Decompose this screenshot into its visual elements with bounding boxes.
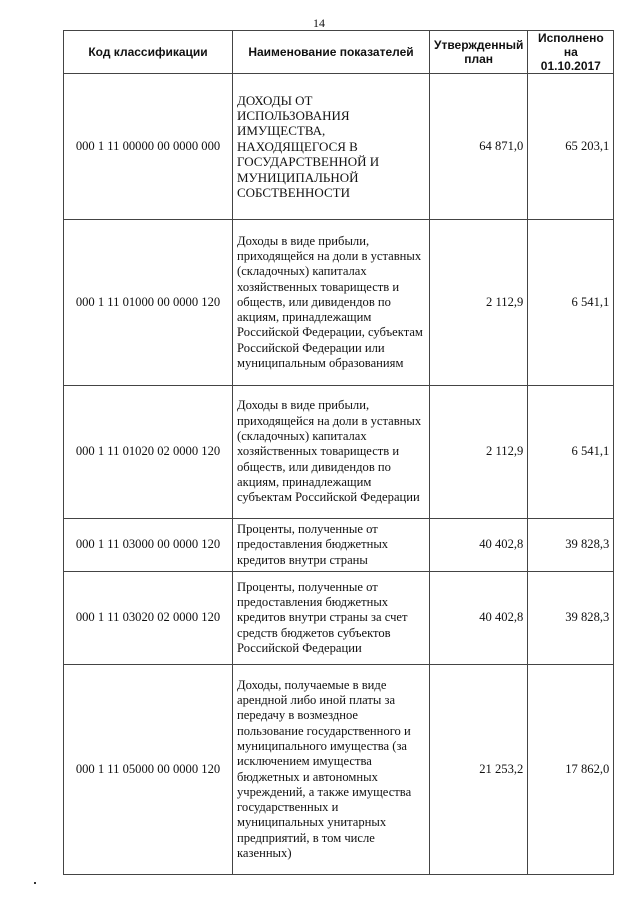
table-header-row xyxy=(64,31,614,74)
row-name: Доходы в виде прибыли, приходящейся на доли в уставных (складочных) капиталах хозяйственных товариществ и обществ, или дивидендов по акциям, принадлежащим Российской Федерации, субъектам Российской Федерации или муниципальным образованиям xyxy=(233,220,430,386)
row-plan: 64 871,0 xyxy=(430,74,528,220)
row-done: 65 203,1 xyxy=(528,74,614,220)
row-plan: 2 112,9 xyxy=(430,386,528,519)
row-done: 6 541,1 xyxy=(528,386,614,519)
table-row xyxy=(64,519,614,572)
row-code: 000 1 11 05000 00 0000 120 xyxy=(64,665,233,875)
header-code: Код классификации xyxy=(64,31,233,74)
page-number: 14 xyxy=(313,16,325,30)
row-code: 000 1 11 00000 00 0000 000 xyxy=(64,74,233,220)
table-row xyxy=(64,665,614,875)
budget-table xyxy=(63,30,614,875)
table-row xyxy=(64,220,614,386)
row-code: 000 1 11 03020 02 0000 120 xyxy=(64,572,233,665)
row-plan: 40 402,8 xyxy=(430,519,528,572)
table-row xyxy=(64,386,614,519)
row-done: 17 862,0 xyxy=(528,665,614,875)
header-name: Наименование показателей xyxy=(233,31,430,74)
row-name: Доходы, получаемые в виде арендной либо иной платы за передачу в возмездное пользование государственного и муниципального имущества (за исключением имущества бюджетных и автономных учреждений, а также имущества государственных и муниципальных унитарных предприятий, в том числе казенных) xyxy=(233,665,430,875)
row-name: Доходы в виде прибыли, приходящейся на доли в уставных (складочных) капиталах хозяйственных товариществ и обществ, или дивидендов по акциям, принадлежащим субъектам Российской Федерации xyxy=(233,386,430,519)
row-name: Проценты, полученные от предоставления бюджетных кредитов внутри страны за счет средств бюджетов субъектов Российской Федерации xyxy=(233,572,430,665)
table-row xyxy=(64,74,614,220)
table-row xyxy=(64,572,614,665)
row-code: 000 1 11 01000 00 0000 120 xyxy=(64,220,233,386)
row-done: 6 541,1 xyxy=(528,220,614,386)
row-name: Проценты, полученные от предоставления бюджетных кредитов внутри страны xyxy=(233,519,430,572)
row-code: 000 1 11 01020 02 0000 120 xyxy=(64,386,233,519)
row-code: 000 1 11 03000 00 0000 120 xyxy=(64,519,233,572)
row-done: 39 828,3 xyxy=(528,519,614,572)
row-done: 39 828,3 xyxy=(528,572,614,665)
header-done: Исполнено на 01.10.2017 xyxy=(528,31,614,74)
row-plan: 2 112,9 xyxy=(430,220,528,386)
row-plan: 21 253,2 xyxy=(430,665,528,875)
header-plan: Утвержденный план xyxy=(430,31,528,74)
row-name: ДОХОДЫ ОТ ИСПОЛЬЗОВАНИЯ ИМУЩЕСТВА, НАХОДЯЩЕГОСЯ В ГОСУДАРСТВЕННОЙ И МУНИЦИПАЛЬНОЙ СОБСТВЕННОСТИ xyxy=(233,74,430,220)
scan-speck xyxy=(34,882,36,884)
row-plan: 40 402,8 xyxy=(430,572,528,665)
